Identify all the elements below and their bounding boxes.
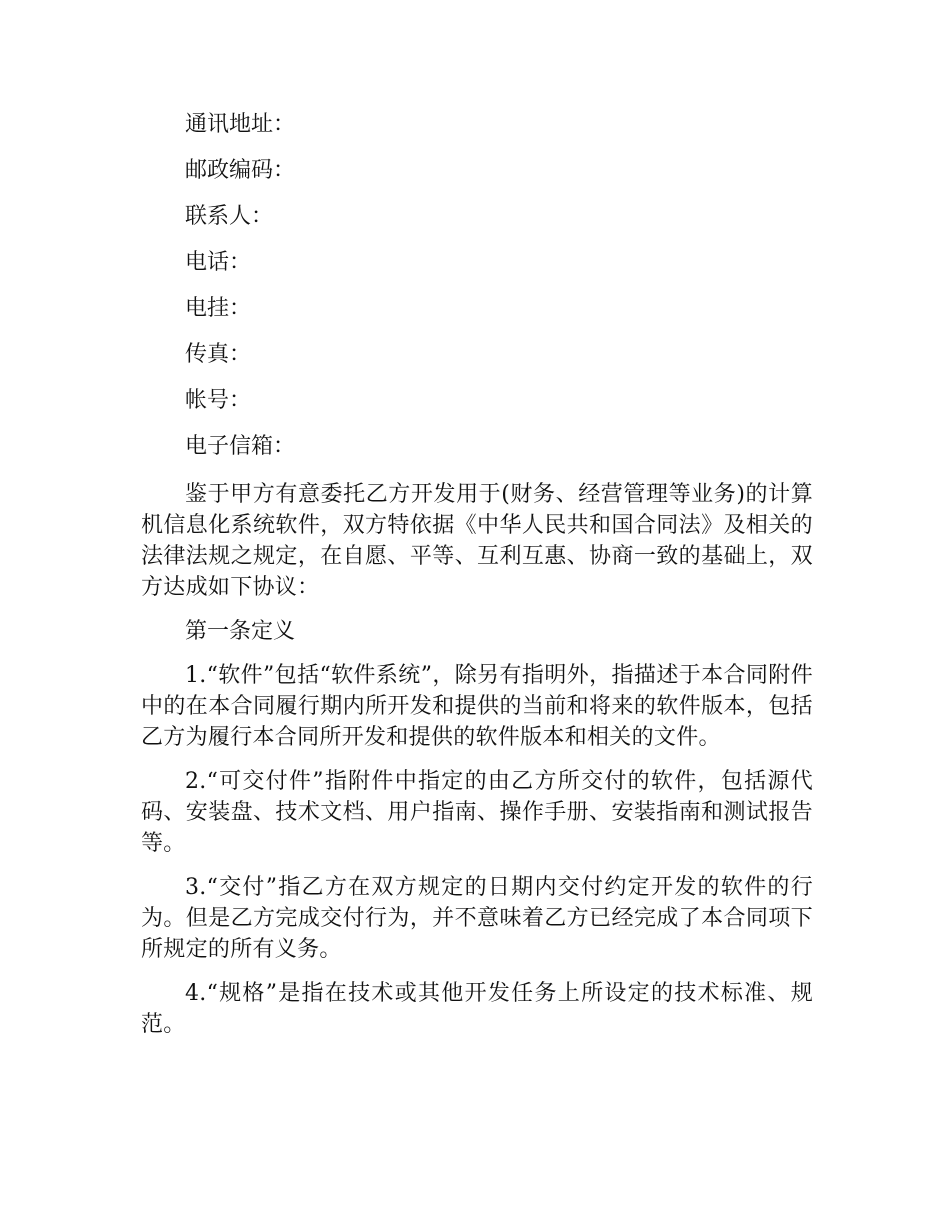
document-body <box>141 111 813 1053</box>
definition-item: 2.“可交付件”指附件中指定的由乙方所交付的软件，包括源代码、安装盘、技术文档、用户指南、操作手册、安装指南和测试报告等。 <box>141 769 813 856</box>
field-email-label: 电子信箱： <box>185 434 296 459</box>
field-cable-label: 电挂： <box>185 296 252 321</box>
field-phone-label: 电话： <box>185 250 252 275</box>
definition-item: 3.“交付”指乙方在双方规定的日期内交付约定开发的软件的行为。但是乙方完成交付行为，并不意味着乙方已经完成了本合同项下所规定的所有义务。 <box>141 875 813 962</box>
definition-item: 1.“软件”包括“软件系统”，除另有指明外，指描述于本合同附件中的在本合同履行期内所开发和提供的当前和将来的软件版本，包括乙方为履行本合同所开发和提供的软件版本和相关的文件。 <box>141 663 813 750</box>
field-address-label: 通讯地址： <box>185 112 296 137</box>
field-account-label: 帐号： <box>185 388 252 413</box>
intro-paragraph: 鉴于甲方有意委托乙方开发用于(财务、经营管理等业务)的计算机信息化系统软件，双方特依据《中华人民共和国合同法》及相关的法律法规之规定，在自愿、平等、互利互惠、协商一致的基础上，双方达成如下协议： <box>141 482 813 600</box>
field-postcode-label: 邮政编码： <box>185 158 296 183</box>
section-title: 第一条定义 <box>185 619 296 644</box>
field-contact-label: 联系人： <box>185 204 274 229</box>
field-fax-label: 传真： <box>185 342 252 367</box>
definition-item: 4.“规格”是指在技术或其他开发任务上所设定的技术标准、规范。 <box>141 981 813 1037</box>
